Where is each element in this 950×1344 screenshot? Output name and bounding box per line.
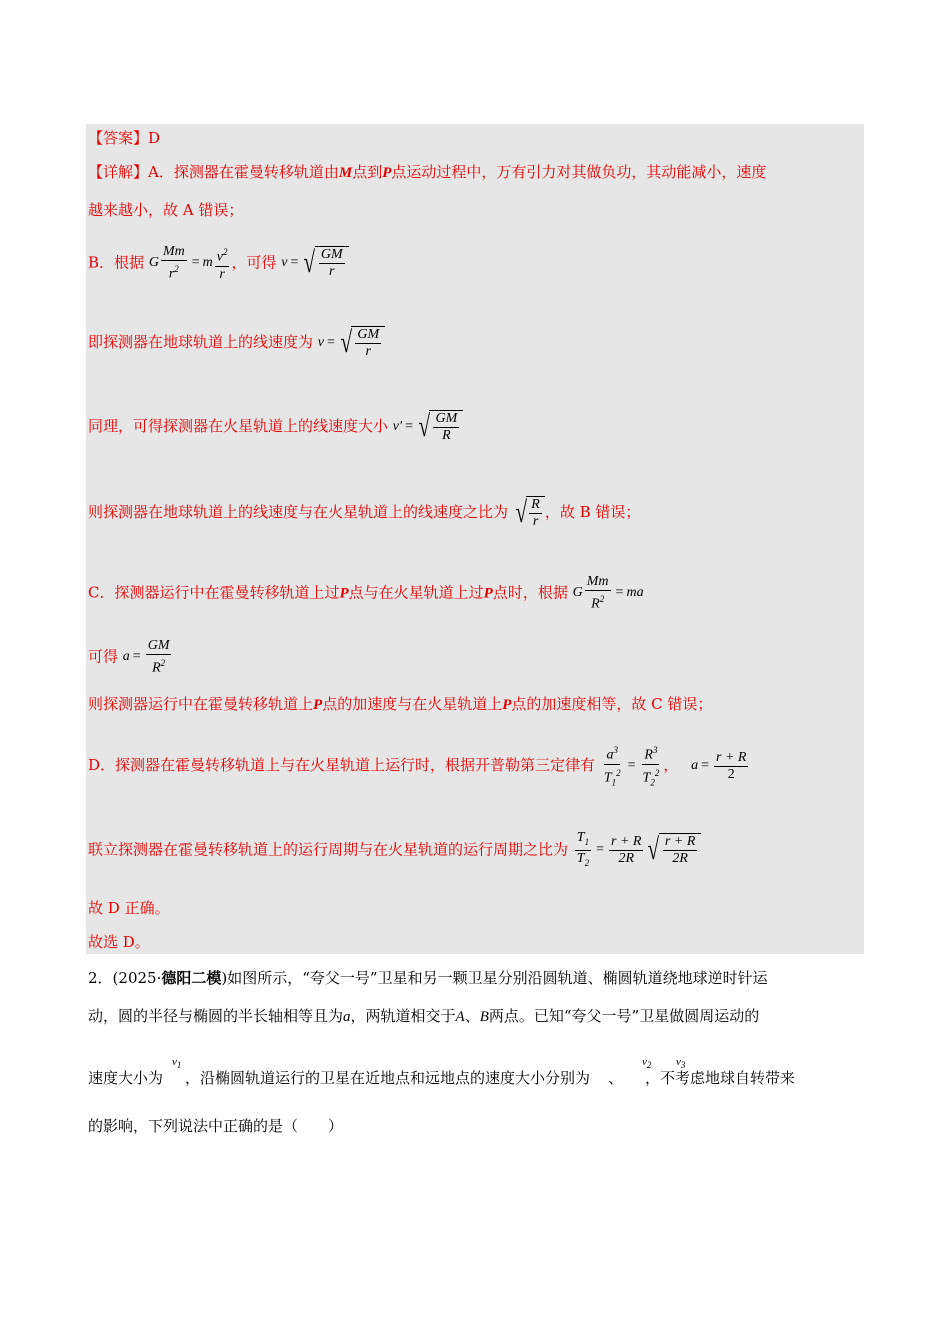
answer-line	[88, 128, 160, 148]
b-earth-text: 即探测器在地球轨道上的线速度为	[88, 333, 314, 351]
q-line2d: 两点。已知“夸父一号”卫星做圆周运动的	[488, 1007, 760, 1025]
b-text2: ，可得	[231, 253, 277, 272]
detail-c-line2	[88, 638, 173, 677]
detail-b-line1	[88, 244, 349, 283]
gravity-equation: G $\frac{Mm}{r^2}$ = m $\frac{v^2}{r}$	[148, 244, 228, 282]
var-B: B	[479, 1009, 489, 1025]
detail-d-line2	[88, 830, 701, 871]
detail-a-line1	[88, 162, 766, 183]
c-text2: 点与在火星轨道上过	[348, 583, 484, 602]
answer-text: 【答案】D	[88, 129, 161, 147]
a-text4: 越来越小，故 A 错误；	[88, 201, 244, 219]
detail-b-ratio	[88, 496, 640, 530]
detail-d-line1	[88, 742, 750, 790]
q-line2a: 动，圆的半径与椭圆的半长轴相等且为	[88, 1007, 344, 1025]
q-line3c: 、	[608, 1069, 624, 1087]
question-source-name: 德阳二模	[161, 969, 222, 987]
d-text2: ，	[663, 756, 679, 775]
v1-symbol	[172, 1056, 181, 1070]
question2-line3	[88, 1068, 795, 1088]
var-a: a	[343, 1009, 351, 1025]
earth-velocity-formula: v = √ $\frac{GM}{r}$	[318, 326, 385, 360]
question2-line4	[88, 1116, 343, 1136]
velocity-ratio-formula: √ $\frac{R}{r}$	[513, 496, 545, 530]
point-P: P	[382, 165, 392, 181]
v3-sub: 3	[680, 1060, 686, 1071]
question-source-year: 2025·	[118, 969, 162, 987]
v3-symbol	[676, 1056, 685, 1070]
v2-letter: v	[642, 1056, 647, 1068]
d-text4: 故 D 正确。	[88, 899, 170, 917]
semi-major-axis-formula: a = $\frac{r + R}{2}$	[691, 749, 747, 782]
detail-c-line3	[88, 694, 712, 715]
kepler-equation: $\frac{a^3}{T_1^2}$ = $\frac{R^3}{T_2^2}$	[600, 742, 664, 790]
c-text5: 则探测器运行中在霍曼转移轨道上	[88, 695, 314, 713]
c-text1: C．探测器运行中在霍曼转移轨道上过	[88, 583, 340, 602]
detail-b-earth	[88, 326, 385, 360]
q-line3d: ，不考虑地球自转带来	[645, 1069, 796, 1087]
detail-label: 【详解】	[88, 163, 149, 181]
point-P: P	[313, 697, 323, 713]
c-text3: 点时，根据	[492, 583, 568, 602]
b-ratio-text1: 则探测器在地球轨道上的线速度与在火星轨道上的线速度之比为	[88, 503, 509, 521]
v3-letter: v	[676, 1056, 681, 1068]
c-text6: 点的加速度与在火星轨道上	[322, 695, 503, 713]
a-text3: 点运动过程中，万有引力对其做负功，其动能减小，速度	[391, 163, 767, 181]
detail-c-line1	[88, 574, 644, 613]
point-P: P	[339, 585, 349, 602]
q-line2b: ，两轨道相交于	[350, 1007, 456, 1025]
v1-sub: 1	[176, 1060, 182, 1071]
acceleration-formula: a = $\frac{GM}{R^2}$	[122, 638, 170, 676]
q-line4: 的影响，下列说法中正确的是（ ）	[88, 1117, 344, 1135]
v1-letter: v	[172, 1056, 177, 1068]
d-text3: 联立探测器在霍曼转移轨道上的运行周期与在火星轨道的运行周期之比为	[88, 840, 569, 859]
b-text1: B．根据	[88, 253, 145, 272]
q-line2c: 、	[464, 1007, 480, 1025]
v2-sub: 2	[646, 1060, 652, 1071]
point-M: M	[338, 165, 353, 181]
a-text1: A．探测器在霍曼转移轨道由	[148, 163, 339, 181]
acceleration-equation: G $\frac{Mm}{R^2}$ = ma	[572, 574, 644, 612]
v2-symbol	[642, 1056, 651, 1070]
q-line3a: 速度大小为	[88, 1069, 164, 1087]
question-line1-text: 如图所示，“夸父一号”卫星和另一颗卫星分别沿圆轨道、椭圆轨道绕地球逆时针运	[227, 969, 768, 987]
conclusion-text: 故选 D。	[88, 933, 150, 951]
d-text1: D．探测器在霍曼转移轨道上与在火星轨道上运行时，根据开普勒第三定律有	[88, 756, 596, 775]
detail-b-mars	[88, 410, 463, 444]
detail-d-line3	[88, 898, 170, 918]
conclusion-line	[88, 932, 150, 952]
q-line3b: ，沿椭圆轨道运行的卫星在近地点和远地点的速度大小分别为	[185, 1069, 591, 1087]
mars-velocity-formula: v′ = √ $\frac{GM}{R}$	[393, 410, 463, 444]
var-A: A	[455, 1009, 465, 1025]
c-text4: 可得	[88, 647, 119, 666]
detail-a-line2	[88, 200, 243, 220]
question-source-close: )	[221, 969, 228, 987]
question-number: 2．(	[88, 969, 119, 987]
question2-line2	[88, 1006, 759, 1027]
c-text7: 点的加速度相等，故 C 错误；	[511, 695, 713, 713]
b-ratio-text2: ，故 B 错误；	[544, 503, 641, 521]
point-P: P	[502, 697, 512, 713]
velocity-formula: v = √ $\frac{GM}{r}$	[281, 246, 348, 280]
point-P: P	[483, 585, 493, 602]
b-mars-text: 同理，可得探测器在火星轨道上的线速度大小	[88, 417, 389, 435]
a-text2: 点到	[352, 163, 383, 181]
question2-line1	[88, 968, 768, 988]
period-ratio-formula: $\frac{T_1}{T_2}$ = $\frac{r + R}{2R}$ √ $\frac{r + R}{2R}$	[573, 830, 702, 871]
